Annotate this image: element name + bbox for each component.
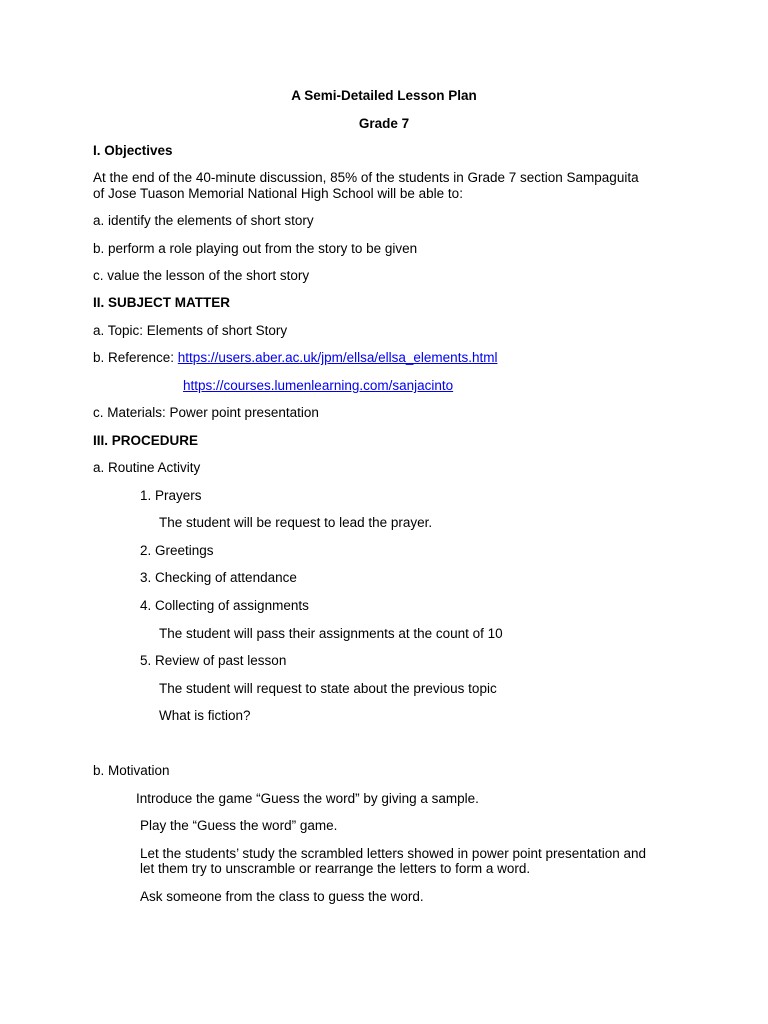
- motivation-line: Play the “Guess the word” game.: [140, 818, 338, 833]
- reference-link-2[interactable]: https://courses.lumenlearning.com/sanjacinto: [183, 378, 454, 393]
- motivation-line: let them try to unscramble or rearrange the letters to form a word.: [140, 861, 531, 876]
- objectives-intro-line-1: At the end of the 40-minute discussion, 85% of the students in Grade 7 section Sampaguita: [93, 170, 639, 185]
- motivation-label: b. Motivation: [93, 763, 170, 778]
- routine-step-title: 5. Review of past lesson: [140, 653, 287, 668]
- objective-item: b. perform a role playing out from the story to be given: [93, 241, 418, 256]
- routine-step-title: 1. Prayers: [140, 488, 202, 503]
- objectives-heading: I. Objectives: [93, 143, 173, 158]
- routine-step-detail: The student will pass their assignments at the count of 10: [159, 626, 503, 641]
- grade-heading: Grade 7: [358, 116, 410, 131]
- reference-label: b. Reference:: [93, 350, 178, 365]
- subject-topic: a. Topic: Elements of short Story: [93, 323, 288, 338]
- subject-reference: [93, 350, 497, 365]
- routine-step-title: 2. Greetings: [140, 543, 214, 558]
- routine-step-detail: The student will be request to lead the prayer.: [159, 515, 433, 530]
- routine-step-title: 3. Checking of attendance: [140, 570, 297, 585]
- objective-item: c. value the lesson of the short story: [93, 268, 310, 283]
- subject-materials: c. Materials: Power point presentation: [93, 405, 319, 420]
- routine-activity-label: a. Routine Activity: [93, 460, 201, 475]
- reference-link-1[interactable]: https://users.aber.ac.uk/jpm/ellsa/ellsa_elements.html: [177, 350, 498, 365]
- document-title: A Semi-Detailed Lesson Plan: [291, 88, 477, 103]
- motivation-line: Ask someone from the class to guess the word.: [140, 889, 424, 904]
- motivation-line: Let the students’ study the scrambled letters showed in power point presentation and: [140, 846, 647, 861]
- routine-step-detail: What is fiction?: [159, 708, 251, 723]
- objectives-intro-line-2: of Jose Tuason Memorial National High School will be able to:: [93, 186, 463, 201]
- routine-step-detail: The student will request to state about the previous topic: [159, 681, 497, 696]
- procedure-heading: III. PROCEDURE: [93, 433, 199, 448]
- objective-item: a. identify the elements of short story: [93, 213, 314, 228]
- motivation-line: Introduce the game “Guess the word” by giving a sample.: [136, 791, 479, 806]
- routine-step-title: 4. Collecting of assignments: [140, 598, 309, 613]
- subject-reference-2: [183, 378, 453, 393]
- subject-matter-heading: II. SUBJECT MATTER: [93, 295, 231, 310]
